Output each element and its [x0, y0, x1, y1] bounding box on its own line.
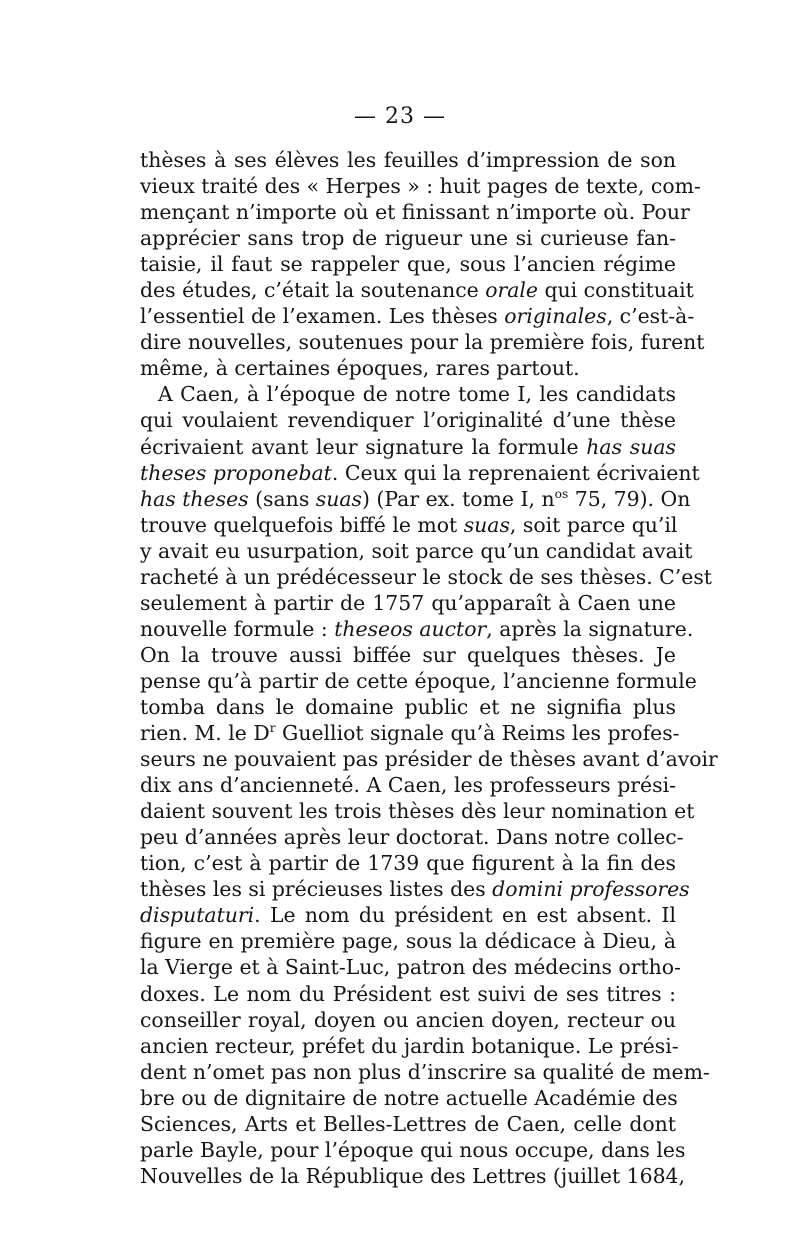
text-run: l’essentiel de l’examen. Les thèses [140, 304, 505, 329]
text-run: seulement à partir de 1757 qu’apparaît à Caen une [140, 590, 676, 615]
text-line [140, 928, 676, 954]
italic-text: theses proponebat [140, 460, 332, 485]
text-run: Nouvelles de la République des Lettres (juillet 1684, [140, 1163, 686, 1188]
text-run: dire nouvelles, soutenues pour la première fois, furent [140, 330, 705, 355]
italic-text: disputaturi [140, 903, 255, 928]
text-line [140, 1137, 686, 1163]
italic-text: theseos auctor [334, 616, 487, 641]
text-line [140, 434, 676, 460]
text-run: figure en première page, sous la dédicace à Dieu, à [140, 929, 676, 954]
page-number: — 23 — [354, 104, 446, 129]
text-run: taisie, il faut se rappeler que, sous l’ancien régime [140, 252, 676, 277]
text-run: mençant n’importe où et finissant n’importe où. Pour [140, 200, 690, 225]
text-line [140, 303, 695, 329]
text-run: , soit parce qu’il [509, 512, 678, 537]
text-line [140, 147, 676, 173]
text-run: nouvelle formule : [140, 616, 335, 641]
text-run: qui constituait [538, 278, 694, 303]
text-run: thèses à ses élèves les feuilles d’impression de son [140, 148, 676, 172]
text-run: thèses les si précieuses listes des [140, 877, 493, 902]
text-run: tion, c’est à partir de 1739 que figurent à la fin des [140, 851, 676, 876]
text-line [140, 329, 705, 355]
text-line [140, 381, 676, 407]
text-line [140, 720, 680, 746]
text-line [140, 1059, 710, 1085]
text-line [140, 251, 676, 277]
text-run: On la trouve aussi biffée sur quelques thèses. Je [140, 642, 676, 667]
text-run: . Ceux qui la reprenaient écrivaient [331, 460, 700, 485]
text-line [140, 1033, 679, 1059]
text-run: pense qu’à partir de cette époque, l’ancienne formule [140, 668, 697, 693]
text-run: tomba dans le domaine public et ne signifia plus [140, 694, 676, 719]
text-run: ) (Par ex. tome I, n [361, 486, 555, 511]
text-run: conseiller royal, doyen ou ancien doyen, recteur ou [140, 1007, 676, 1032]
superscript: os [554, 486, 569, 501]
text-run: , c’est-à- [606, 304, 695, 329]
paragraph [140, 147, 705, 381]
text-line [140, 486, 691, 512]
text-line [140, 694, 676, 720]
text-line [140, 902, 676, 928]
text-line [140, 564, 712, 590]
text-run: . Le nom du président en est absent. Il [254, 903, 676, 928]
text-run: bre ou de dignitaire de notre actuelle Académie des [140, 1085, 678, 1110]
text-line [140, 876, 690, 902]
text-line [140, 590, 676, 616]
text-run: peu d’années après leur doctorat. Dans notre collec- [140, 825, 684, 850]
italic-text: suas [315, 486, 362, 511]
text-run: y avait eu usurpation, soit parce qu’un candidat avait [140, 538, 693, 563]
italic-text: originales [504, 304, 607, 329]
text-run: parle Bayle, pour l’époque qui nous occupe, dans les [140, 1137, 686, 1162]
text-line [140, 355, 676, 381]
text-run: même, à certaines époques, rares partout. [140, 356, 580, 381]
text-run: Guelliot signale qu’à Reims les profes- [275, 721, 680, 746]
text-line [140, 850, 676, 876]
text-line [140, 460, 700, 486]
text-line [140, 538, 693, 564]
text-line [140, 1007, 676, 1033]
text-line [140, 616, 694, 642]
text-run: qui voulaient revendiquer l’originalité d’une thèse [140, 408, 676, 433]
italic-text: domini professores [492, 877, 690, 902]
superscript: r [269, 721, 276, 736]
italic-text: has suas [586, 434, 677, 459]
text-line [140, 277, 694, 303]
text-run: ancien recteur, préfet du jardin botanique. Le prési- [140, 1033, 679, 1058]
text-line [140, 225, 676, 251]
text-run: doxes. Le nom du Président est suivi de ses titres : [140, 981, 676, 1006]
text-line [140, 407, 676, 433]
text-run: Sciences, Arts et Belles-Lettres de Caen, celle dont [140, 1111, 676, 1136]
text-line [140, 642, 676, 668]
text-line [140, 772, 676, 798]
text-line [140, 1163, 686, 1189]
text-run: des études, c’était la soutenance [140, 278, 486, 303]
text-run: rien. M. le D [140, 721, 270, 746]
text-run: 75, 79). On [568, 486, 691, 511]
text-run: racheté à un prédécesseur le stock de ses thèses. C’est [140, 564, 712, 589]
text-run: , après la signature. [486, 616, 694, 641]
text-run: (sans [248, 486, 316, 511]
text-run: daient souvent les trois thèses dès leur nomination et [140, 799, 695, 824]
text-line [140, 512, 676, 538]
text-line [140, 668, 697, 694]
text-line [140, 1111, 676, 1137]
text-run: apprécier sans trop de rigueur une si curieuse fan- [140, 226, 676, 251]
text-line [140, 173, 701, 199]
text-line [140, 824, 684, 850]
paragraph [140, 381, 718, 1188]
body-text [140, 147, 718, 1189]
text-line [140, 981, 676, 1007]
text-run: dent n’omet pas non plus d’inscrire sa qualité de mem- [140, 1059, 710, 1084]
text-run: dix ans d’ancienneté. A Caen, les professeurs prési- [140, 773, 676, 798]
text-run: écrivaient avant leur signature la formule [140, 434, 587, 459]
text-line [140, 1085, 676, 1111]
text-run: trouve quelquefois biffé le mot [140, 512, 464, 537]
italic-text: suas [463, 512, 510, 537]
text-run: la Vierge et à Saint-Luc, patron des médecins ortho- [140, 955, 681, 980]
text-line [140, 954, 681, 980]
italic-text: has theses [140, 486, 249, 511]
text-run: vieux traité des « Herpes » : huit pages de texte, com- [140, 174, 701, 199]
text-run: A Caen, à l’époque de notre tome I, les candidats [158, 382, 676, 407]
text-run: seurs ne pouvaient pas présider de thèses avant d’avoir [140, 747, 718, 772]
text-line [140, 199, 690, 225]
text-line [140, 746, 718, 772]
text-line [140, 798, 695, 824]
italic-text: orale [485, 278, 538, 303]
